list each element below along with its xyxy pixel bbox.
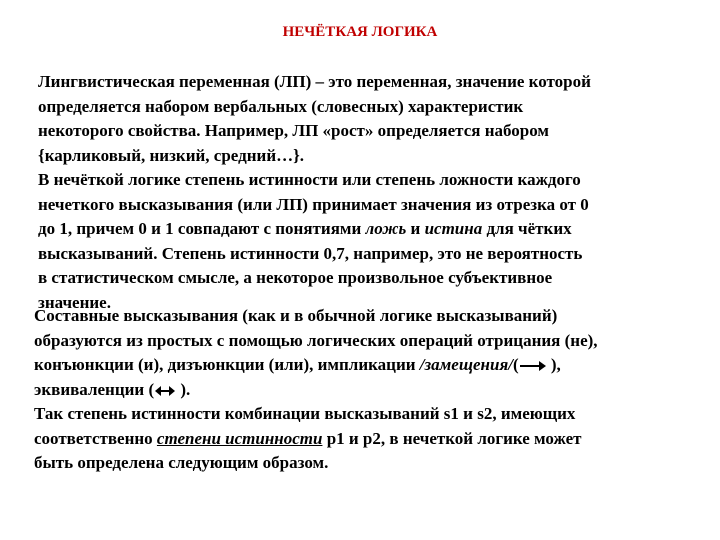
text-line: определяется набором вербальных (словесных) характеристик <box>38 96 524 116</box>
text-segment: для чётких <box>482 219 572 238</box>
text-line: {карликовый, низкий, средний…}. <box>38 145 305 165</box>
text-line <box>34 353 714 378</box>
text-line: в статистическом смысле, а некоторое произвольное субъективное <box>38 268 553 287</box>
text-line: значение. <box>38 292 111 312</box>
text-segment: ( <box>512 355 519 374</box>
text-line: Составные высказывания (как и в обычной логике высказываний) <box>34 306 558 325</box>
text-segment: и <box>406 219 425 238</box>
operations-text <box>34 304 714 476</box>
slide-title: НЕЧЁТКАЯ ЛОГИКА <box>282 24 438 40</box>
text-segment: ). <box>176 379 191 399</box>
text-segment: конъюнкции (и), дизъюнкции (или), импликации <box>34 355 420 374</box>
text-line: образуются из простых с помощью логических операций отрицания (не), <box>34 330 598 350</box>
term-truth-degree: степени истинности <box>156 428 323 448</box>
text-segment: эквиваленции ( <box>34 379 155 399</box>
text-line: В нечёткой логике степень истинности или степень ложности каждого <box>38 170 581 189</box>
text-segment: до 1, причем 0 и 1 совпадают с понятиями <box>38 219 366 238</box>
text-line: Так степень истинности комбинации высказываний s1 и s2, имеющих <box>34 404 576 423</box>
text-line <box>38 217 710 242</box>
arrow-right-icon <box>519 360 547 372</box>
text-line: Лингвистическая переменная (ЛП) – это переменная, значение которой <box>38 72 591 91</box>
term-substitution: /замещения/ <box>419 355 513 374</box>
arrow-left-right-icon <box>154 385 176 397</box>
text-line: быть определена следующим образом. <box>34 453 329 472</box>
text-segment: ), <box>546 355 561 374</box>
text-line <box>34 427 714 452</box>
term-false: ложь <box>365 219 407 238</box>
text-line <box>34 378 714 403</box>
text-line: нечеткого высказывания (или ЛП) принимает значения из отрезка от 0 <box>38 194 589 214</box>
text-segment: p1 и p2, в нечеткой логике может <box>322 428 582 448</box>
text-line: высказываний. Степень истинности 0,7, например, это не вероятность <box>38 243 583 263</box>
text-segment: соответственно <box>34 428 157 448</box>
definition-text <box>38 70 710 315</box>
text-line: некоторого свойства. Например, ЛП «рост» определяется набором <box>38 121 549 140</box>
term-true: истина <box>424 219 483 238</box>
